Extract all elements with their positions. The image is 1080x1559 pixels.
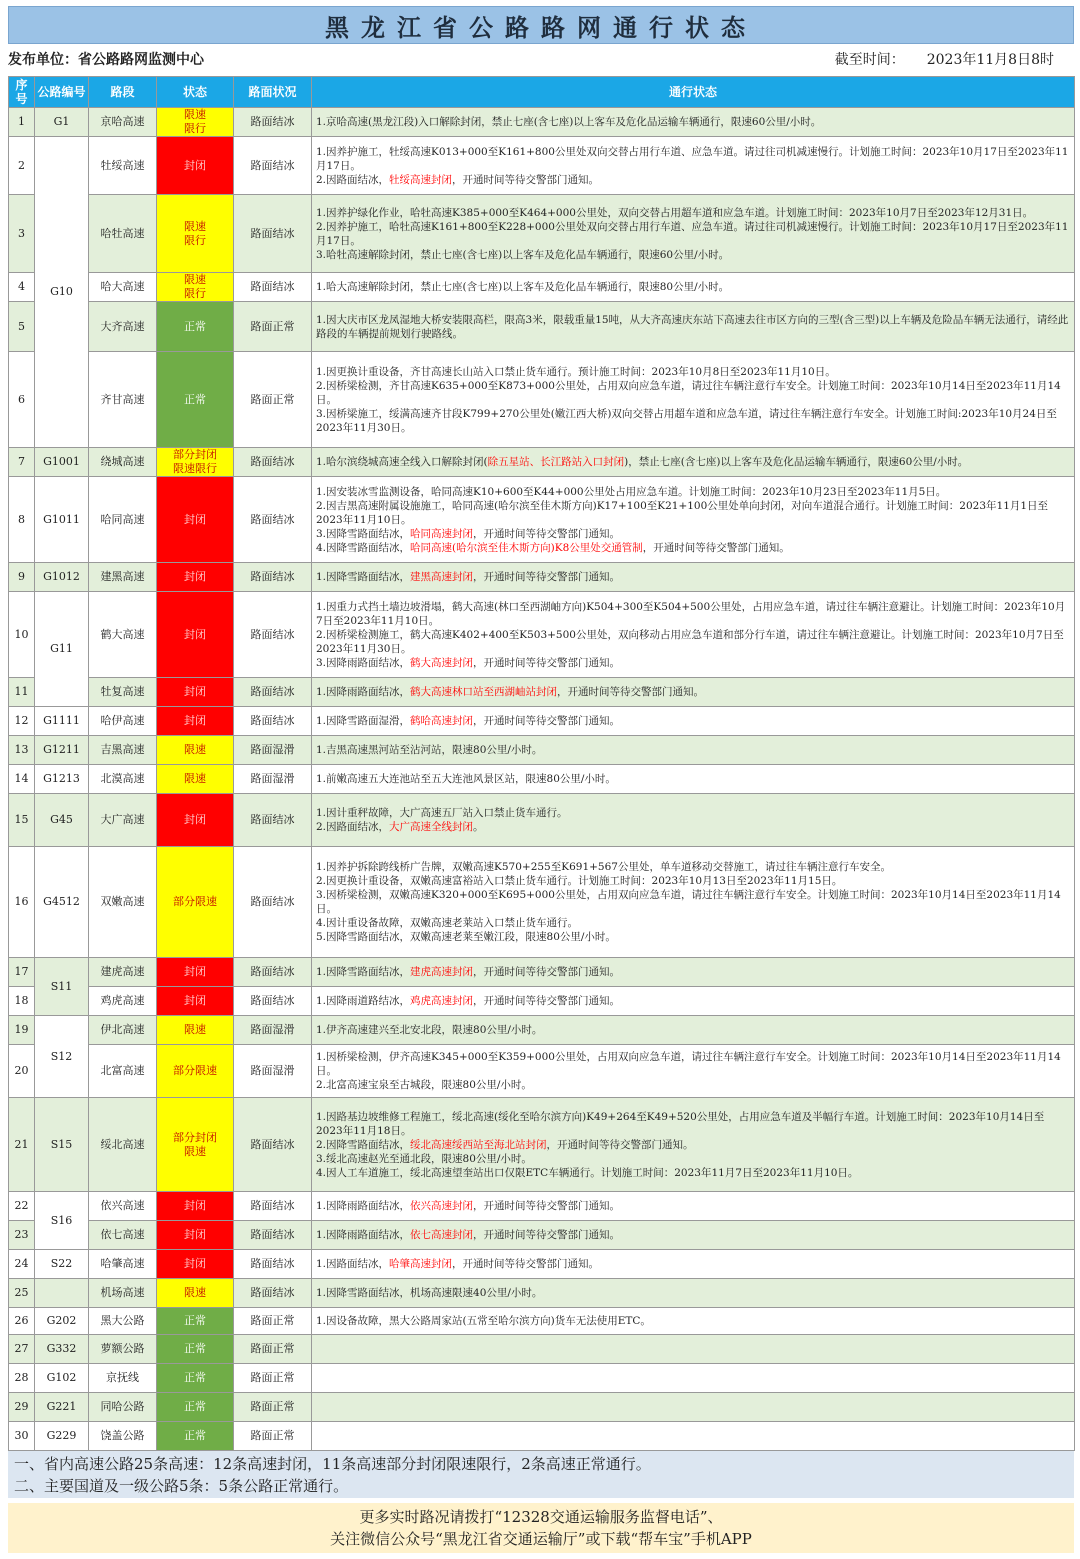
traffic-detail: 1.因重力式挡土墙边坡滑塌，鹤大高速(林口至西湖岫方向)K504+300至K504+500公里处，占用应急车道，请过往车辆注意避让。计划施工时间：2023年10月7日至2023年11月10日。 2.因桥梁检测施工，鹤大高速K402+400至K503+500公里处，双向移动占用应急车道和部分行车道，请过往车辆注意避让。计划施工时间：2023年10月7日至2023年11月30日。 3.因降雨路面结冰，鹤大高速封闭，开通时间等待交警部门通知。 <box>312 592 1075 678</box>
traffic-detail: 1.因降雨道路结冰，鸡虎高速封闭，开通时间等待交警部门通知。 <box>312 987 1075 1016</box>
row-number: 26 <box>9 1308 35 1335</box>
traffic-detail: 1.因路面结冰，哈肇高速封闭，开通时间等待交警部门通知。 <box>312 1250 1075 1279</box>
status-badge: 封闭 <box>157 1221 234 1250</box>
table-row <box>9 847 1075 958</box>
road-code: G1001 <box>35 448 89 477</box>
status-badge: 封闭 <box>157 678 234 707</box>
status-badge: 部分封闭 限速限行 <box>157 448 234 477</box>
road-code: S12 <box>35 1016 89 1098</box>
surface-condition: 路面正常 <box>234 302 312 352</box>
status-badge: 封闭 <box>157 137 234 195</box>
table-row <box>9 273 1075 302</box>
road-name: 吉黑高速 <box>89 736 157 765</box>
table-row <box>9 958 1075 987</box>
road-name: 建黑高速 <box>89 563 157 592</box>
status-badge: 部分限速 <box>157 1045 234 1098</box>
row-number: 5 <box>9 302 35 352</box>
asof-value: 2023年11月8日8时 <box>926 52 1054 68</box>
status-badge: 限速 限行 <box>157 108 234 137</box>
traffic-detail: 1.因大庆市区龙凤湿地大桥安装限高栏，限高3米，限载重量15吨，从大齐高速庆东站下高速去往市区方向的三型(含三型)以上车辆及危险品车辆无法通行，请经此路段的车辆提前规划行驶路线。 <box>312 302 1075 352</box>
row-number: 21 <box>9 1098 35 1192</box>
road-code: G1111 <box>35 707 89 736</box>
surface-condition: 路面结冰 <box>234 1221 312 1250</box>
road-name: 北富高速 <box>89 1045 157 1098</box>
status-table <box>8 76 1075 1451</box>
status-badge: 限速 <box>157 736 234 765</box>
traffic-detail: 1.因养护绿化作业，哈牡高速K385+000至K464+000公里处，双向交替占用超车道和应急车道。计划施工时间：2023年10月7日至2023年12月31日。 2.因养护施工，哈牡高速K161+800至K228+000公里处双向交替占用行车道、应急车道。请过往司机减速慢行。计划施工时间：2023年10月17日至2023年11月17日。 3.哈牡高速解除封闭，禁止七座(含七座)以上客车及危化品车辆通行，限速60公里/小时。 <box>312 195 1075 273</box>
status-badge: 部分封闭 限速 <box>157 1098 234 1192</box>
row-number: 15 <box>9 794 35 847</box>
status-badge: 封闭 <box>157 563 234 592</box>
table-row <box>9 1221 1075 1250</box>
row-number: 17 <box>9 958 35 987</box>
surface-condition: 路面正常 <box>234 352 312 448</box>
road-name: 京抚线 <box>89 1364 157 1393</box>
table-row <box>9 302 1075 352</box>
surface-condition: 路面结冰 <box>234 477 312 563</box>
table-row <box>9 1422 1075 1451</box>
traffic-detail: 1.因安装冰雪监测设备，哈同高速K10+600至K44+000公里处占用应急车道。计划施工时间：2023年10月23日至2023年11月5日。 2.因吉黑高速附属设施施工，哈同高速(哈尔滨至佳木斯方向)K17+100至K21+100公里处单向封闭，对向车道混合通行。计划施工时间：2023年11月1日至2023年11月10日。 3.因降雪路面结冰，哈同高速封闭，开通时间等待交警部门通知。 4.因降雪路面结冰，哈同高速(哈尔滨至佳木斯方向)K8公里处交通管制，开通时间等待交警部门通知。 <box>312 477 1075 563</box>
header-road: 路段 <box>89 77 157 108</box>
traffic-detail: 1.因设备故障，黑大公路周家站(五常至哈尔滨方向)货车无法使用ETC。 <box>312 1308 1075 1335</box>
table-row <box>9 1016 1075 1045</box>
road-code: G45 <box>35 794 89 847</box>
row-number: 29 <box>9 1393 35 1422</box>
road-name: 大广高速 <box>89 794 157 847</box>
road-name: 双嫩高速 <box>89 847 157 958</box>
footer-line-1: 更多实时路况请拨打“12328交通运输服务监督电话”、 <box>359 1508 723 1526</box>
table-row <box>9 765 1075 794</box>
traffic-detail <box>312 1393 1075 1422</box>
road-name: 依七高速 <box>89 1221 157 1250</box>
header-status: 状态 <box>157 77 234 108</box>
asof-label: 截至时间： <box>834 52 905 68</box>
table-row <box>9 678 1075 707</box>
row-number: 30 <box>9 1422 35 1451</box>
summary-line-1: 一、省内高速公路25条高速：12条高速封闭，11条高速部分封闭限速限行，2条高速正常通行。 <box>14 1455 651 1473</box>
traffic-detail: 1.伊齐高速建兴至北安北段，限速80公里/小时。 <box>312 1016 1075 1045</box>
row-number: 14 <box>9 765 35 794</box>
row-number: 16 <box>9 847 35 958</box>
traffic-detail: 1.因更换计重设备，齐甘高速长山站入口禁止货车通行。预计施工时间：2023年10月8日至2023年11月10日。 2.因桥梁检测，齐甘高速K635+000至K873+000公里处，占用双向应急车道，请过往车辆注意行车安全。计划施工时间：2023年10月14日至2023年11月14日。 3.因桥梁施工，绥满高速齐甘段K799+270公里处(嫩江西大桥)双向交替占用超车道和应急车道，请过往车辆注意行车安全。计划施工时间:2023年10月24日至2023年11月30日。 <box>312 352 1075 448</box>
table-row <box>9 592 1075 678</box>
row-number: 20 <box>9 1045 35 1098</box>
table-row <box>9 195 1075 273</box>
traffic-detail: 1.因路基边坡维修工程施工，绥北高速(绥化至哈尔滨方向)K49+264至K49+520公里处，占用应急车道及半幅行车道。计划施工时间：2023年10月14日至2023年11月18日。 2.因降雪路面结冰，绥北高速绥西站至海北站封闭，开通时间等待交警部门通知。 3.绥北高速赵光至通北段，限速80公里/小时。 4.因人工车道施工，绥北高速望奎站出口仅限ETC车辆通行。计划施工时间：2023年11月7日至2023年11月10日。 <box>312 1098 1075 1192</box>
surface-condition: 路面湿滑 <box>234 765 312 794</box>
status-badge: 正常 <box>157 1393 234 1422</box>
row-number: 24 <box>9 1250 35 1279</box>
row-number: 12 <box>9 707 35 736</box>
road-code: G1011 <box>35 477 89 563</box>
surface-condition: 路面结冰 <box>234 707 312 736</box>
surface-condition: 路面结冰 <box>234 195 312 273</box>
table-row <box>9 794 1075 847</box>
road-code: G11 <box>35 592 89 707</box>
row-number: 4 <box>9 273 35 302</box>
row-number: 3 <box>9 195 35 273</box>
status-badge: 限速 <box>157 1279 234 1308</box>
table-row <box>9 1192 1075 1221</box>
road-name: 饶盖公路 <box>89 1422 157 1451</box>
status-badge: 封闭 <box>157 707 234 736</box>
table-row <box>9 108 1075 137</box>
road-name: 哈同高速 <box>89 477 157 563</box>
table-row <box>9 987 1075 1016</box>
surface-condition: 路面结冰 <box>234 847 312 958</box>
status-badge: 正常 <box>157 1364 234 1393</box>
traffic-detail: 1.因降雨路面结冰，依七高速封闭，开通时间等待交警部门通知。 <box>312 1221 1075 1250</box>
status-badge: 封闭 <box>157 592 234 678</box>
status-badge: 封闭 <box>157 477 234 563</box>
row-number: 11 <box>9 678 35 707</box>
status-badge: 封闭 <box>157 1192 234 1221</box>
road-code: G1213 <box>35 765 89 794</box>
status-badge: 封闭 <box>157 1250 234 1279</box>
table-row <box>9 1279 1075 1308</box>
status-badge: 限速 限行 <box>157 273 234 302</box>
header-no: 序号 <box>9 77 35 108</box>
surface-condition: 路面正常 <box>234 1422 312 1451</box>
road-name: 哈伊高速 <box>89 707 157 736</box>
status-badge: 正常 <box>157 352 234 448</box>
surface-condition: 路面结冰 <box>234 1192 312 1221</box>
surface-condition: 路面正常 <box>234 1308 312 1335</box>
surface-condition: 路面结冰 <box>234 1279 312 1308</box>
surface-condition: 路面结冰 <box>234 1250 312 1279</box>
road-name: 哈肇高速 <box>89 1250 157 1279</box>
road-code: S16 <box>35 1192 89 1250</box>
summary-box <box>8 1451 1074 1498</box>
footer-line-2: 关注微信公众号“黑龙江省交通运输厅”或下载“帮车宝”手机APP <box>330 1530 752 1548</box>
traffic-detail: 1.因降雪路面湿滑，鹤哈高速封闭，开通时间等待交警部门通知。 <box>312 707 1075 736</box>
table-header-row <box>9 77 1075 108</box>
status-badge: 封闭 <box>157 987 234 1016</box>
row-number: 6 <box>9 352 35 448</box>
road-code: G1211 <box>35 736 89 765</box>
road-code: G10 <box>35 137 89 448</box>
surface-condition: 路面湿滑 <box>234 1016 312 1045</box>
traffic-detail: 1.因桥梁检测，伊齐高速K345+000至K359+000公里处，占用双向应急车道，请过往车辆注意行车安全。计划施工时间：2023年10月14日至2023年11月14日。 2.北富高速宝泉至古城段，限速80公里/小时。 <box>312 1045 1075 1098</box>
page-title: 黑龙江省公路路网通行状态 <box>8 6 1074 44</box>
road-name: 哈牡高速 <box>89 195 157 273</box>
table-row <box>9 1250 1075 1279</box>
traffic-detail: 1.因降雪路面结冰，建虎高速封闭，开通时间等待交警部门通知。 <box>312 958 1075 987</box>
traffic-detail <box>312 1422 1075 1451</box>
status-badge: 限速 限行 <box>157 195 234 273</box>
header-detail: 通行状态 <box>312 77 1075 108</box>
surface-condition: 路面正常 <box>234 1393 312 1422</box>
table-row <box>9 137 1075 195</box>
row-number: 18 <box>9 987 35 1016</box>
surface-condition: 路面结冰 <box>234 1098 312 1192</box>
surface-condition: 路面结冰 <box>234 987 312 1016</box>
surface-condition: 路面正常 <box>234 1335 312 1364</box>
status-badge: 正常 <box>157 1422 234 1451</box>
row-number: 10 <box>9 592 35 678</box>
status-badge: 限速 <box>157 765 234 794</box>
traffic-detail: 1.京哈高速(黑龙江段)入口解除封闭，禁止七座(含七座)以上客车及危化品运输车辆通行，限速60公里/小时。 <box>312 108 1075 137</box>
table-row <box>9 1045 1075 1098</box>
traffic-detail <box>312 1364 1075 1393</box>
table-row <box>9 448 1075 477</box>
road-code <box>35 1279 89 1308</box>
table-row <box>9 563 1075 592</box>
meta-bar <box>8 46 1074 72</box>
surface-condition: 路面结冰 <box>234 563 312 592</box>
status-badge: 封闭 <box>157 794 234 847</box>
table-row <box>9 352 1075 448</box>
road-name: 牡复高速 <box>89 678 157 707</box>
table-row <box>9 707 1075 736</box>
traffic-detail: 1.因养护施工，牡绥高速K013+000至K161+800公里处双向交替占用行车道、应急车道。请过往司机减速慢行。计划施工时间：2023年10月17日至2023年11月17日。 2.因路面结冰，牡绥高速封闭，开通时间等待交警部门通知。 <box>312 137 1075 195</box>
row-number: 27 <box>9 1335 35 1364</box>
header-surface: 路面状况 <box>234 77 312 108</box>
road-code: G102 <box>35 1364 89 1393</box>
road-code: S11 <box>35 958 89 1016</box>
status-badge: 部分限速 <box>157 847 234 958</box>
surface-condition: 路面结冰 <box>234 592 312 678</box>
traffic-detail: 1.因降雨路面结冰，依兴高速封闭，开通时间等待交警部门通知。 <box>312 1192 1075 1221</box>
row-number: 22 <box>9 1192 35 1221</box>
road-name: 鸡虎高速 <box>89 987 157 1016</box>
road-name: 机场高速 <box>89 1279 157 1308</box>
traffic-detail: 1.因养护拆除跨线桥广告牌，双嫩高速K570+255至K691+567公里处，单车道移动交替施工，请过往车辆注意行车安全。 2.因更换计重设备，双嫩高速富裕站入口禁止货车通行。计划施工时间：2023年10月13日至2023年11月15日。 3.因桥梁检测，双嫩高速K320+000至K695+000公里处，占用双向应急车道，请过往车辆注意行车安全。计划施工时间：2023年10月14日至2023年11月14日。 4.因计重设备故障，双嫩高速老莱站入口禁止货车通行。 5.因降雪路面结冰，双嫩高速老莱至嫩江段，限速80公里/小时。 <box>312 847 1075 958</box>
road-name: 京哈高速 <box>89 108 157 137</box>
surface-condition: 路面湿滑 <box>234 736 312 765</box>
surface-condition: 路面结冰 <box>234 108 312 137</box>
surface-condition: 路面结冰 <box>234 678 312 707</box>
row-number: 9 <box>9 563 35 592</box>
road-name: 建虎高速 <box>89 958 157 987</box>
table-row <box>9 1364 1075 1393</box>
road-name: 绕城高速 <box>89 448 157 477</box>
row-number: 25 <box>9 1279 35 1308</box>
road-code: S15 <box>35 1098 89 1192</box>
footer-box <box>8 1503 1074 1553</box>
traffic-detail: 1.因降雨路面结冰，鹤大高速林口站至西湖岫站封闭，开通时间等待交警部门通知。 <box>312 678 1075 707</box>
table-row <box>9 1098 1075 1192</box>
road-code: G221 <box>35 1393 89 1422</box>
road-code: G1012 <box>35 563 89 592</box>
road-name: 萝额公路 <box>89 1335 157 1364</box>
header-code: 公路编号 <box>35 77 89 108</box>
status-badge: 正常 <box>157 1335 234 1364</box>
road-code: G4512 <box>35 847 89 958</box>
road-code: G229 <box>35 1422 89 1451</box>
road-name: 伊北高速 <box>89 1016 157 1045</box>
summary-line-2: 二、主要国道及一级公路5条：5条公路正常通行。 <box>14 1477 349 1495</box>
road-name: 哈大高速 <box>89 273 157 302</box>
status-badge: 正常 <box>157 302 234 352</box>
row-number: 2 <box>9 137 35 195</box>
table-row <box>9 736 1075 765</box>
row-number: 1 <box>9 108 35 137</box>
traffic-detail: 1.因降雪路面结冰，机场高速限速40公里/小时。 <box>312 1279 1075 1308</box>
surface-condition: 路面结冰 <box>234 137 312 195</box>
road-code: G332 <box>35 1335 89 1364</box>
status-badge: 限速 <box>157 1016 234 1045</box>
surface-condition: 路面正常 <box>234 1364 312 1393</box>
row-number: 7 <box>9 448 35 477</box>
road-name: 同哈公路 <box>89 1393 157 1422</box>
table-row <box>9 1335 1075 1364</box>
road-name: 北漠高速 <box>89 765 157 794</box>
road-name: 依兴高速 <box>89 1192 157 1221</box>
status-badge: 正常 <box>157 1308 234 1335</box>
table-row <box>9 1393 1075 1422</box>
surface-condition: 路面结冰 <box>234 794 312 847</box>
row-number: 8 <box>9 477 35 563</box>
road-code: S22 <box>35 1250 89 1279</box>
row-number: 19 <box>9 1016 35 1045</box>
surface-condition: 路面结冰 <box>234 958 312 987</box>
road-name: 鹤大高速 <box>89 592 157 678</box>
status-badge: 封闭 <box>157 958 234 987</box>
traffic-detail <box>312 1335 1075 1364</box>
road-code: G1 <box>35 108 89 137</box>
road-name: 黑大公路 <box>89 1308 157 1335</box>
road-name: 牡绥高速 <box>89 137 157 195</box>
traffic-detail: 1.吉黑高速黑河站至沾河站，限速80公里/小时。 <box>312 736 1075 765</box>
table-row <box>9 1308 1075 1335</box>
table-row <box>9 477 1075 563</box>
traffic-detail: 1.前嫩高速五大连池站至五大连池风景区站，限速80公里/小时。 <box>312 765 1075 794</box>
surface-condition: 路面结冰 <box>234 448 312 477</box>
road-name: 齐甘高速 <box>89 352 157 448</box>
surface-condition: 路面湿滑 <box>234 1045 312 1098</box>
row-number: 23 <box>9 1221 35 1250</box>
row-number: 28 <box>9 1364 35 1393</box>
traffic-detail: 1.哈大高速解除封闭，禁止七座(含七座)以上客车及危化品车辆通行，限速80公里/小时。 <box>312 273 1075 302</box>
road-code: G202 <box>35 1308 89 1335</box>
road-name: 大齐高速 <box>89 302 157 352</box>
publisher: 发布单位：省公路路网监测中心 <box>8 52 204 68</box>
traffic-detail: 1.因降雪路面结冰，建黑高速封闭，开通时间等待交警部门通知。 <box>312 563 1075 592</box>
traffic-detail: 1.哈尔滨绕城高速全线入口解除封闭(除五星站、长江路站入口封闭)，禁止七座(含七座)以上客车及危化品运输车辆通行，限速60公里/小时。 <box>312 448 1075 477</box>
surface-condition: 路面结冰 <box>234 273 312 302</box>
traffic-detail: 1.因计重秤故障，大广高速五厂站入口禁止货车通行。 2.因路面结冰，大广高速全线封闭。 <box>312 794 1075 847</box>
road-name: 绥北高速 <box>89 1098 157 1192</box>
row-number: 13 <box>9 736 35 765</box>
